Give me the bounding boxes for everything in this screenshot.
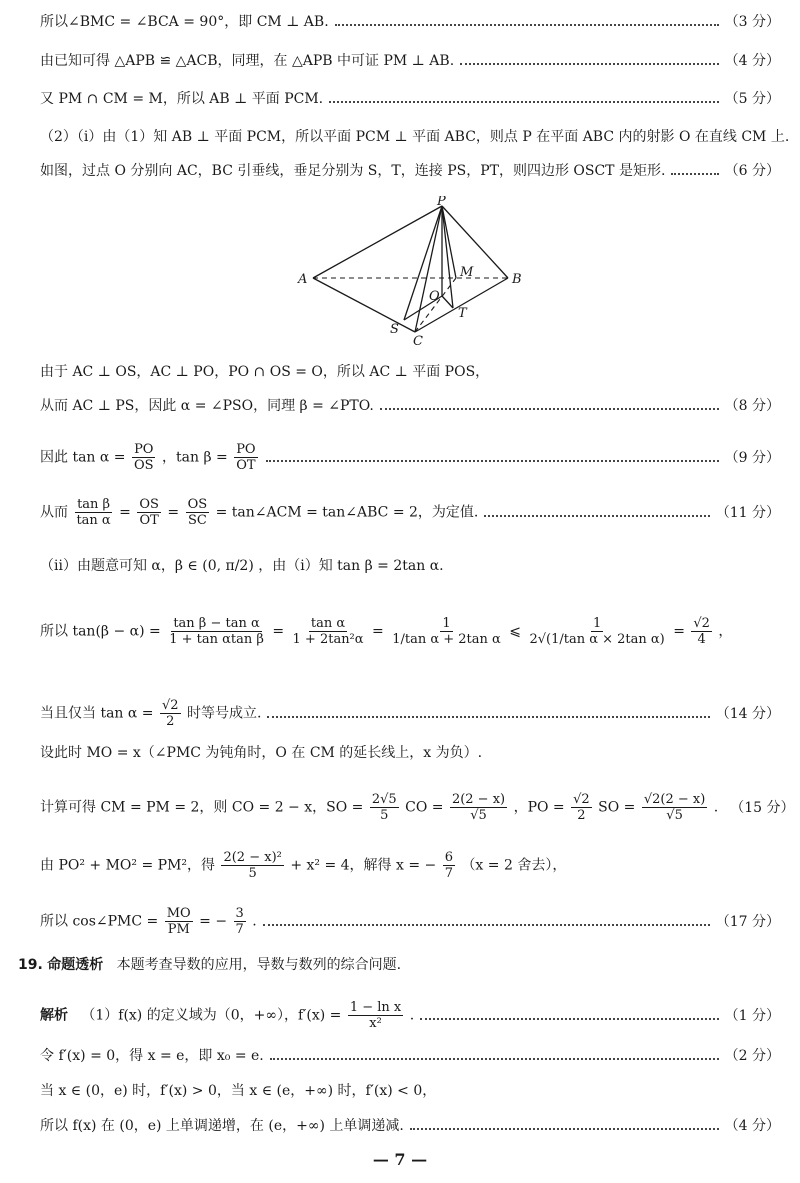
section-label: 解析 [40, 1007, 68, 1024]
label-A: A [298, 272, 308, 287]
fraction: $\frac{PO}{OT}$ [236, 442, 256, 473]
leader-dots [380, 408, 719, 410]
solution-line-18: 解析 （1）f(x) 的定义域为（0，+∞），f′(x) = $\frac{\text{1 − ln x}}{\text{x²}}$ . （1 分） [40, 1000, 780, 1031]
label-T: T [458, 306, 467, 321]
score-label: （2 分） [724, 1048, 780, 1064]
fraction: $\frac{\text{1 − ln x}}{\text{x²}}$ [349, 1000, 402, 1031]
solution-line-10: （ⅱ）由题意可知 α，β ∈ (0, π/2) ，由（ⅰ）知 tan β = 2tan α. [40, 558, 444, 574]
score-label: （14 分） [715, 705, 780, 722]
solution-line-19: 令 f′(x) = 0，得 x = e，即 x₀ = e. （2 分） [40, 1048, 780, 1064]
section-label: 命题透析 [47, 957, 104, 973]
score-label: （11 分） [715, 504, 780, 521]
label-S: S [390, 322, 399, 337]
leader-dots [671, 173, 718, 175]
solution-line-2: 由已知可得 △APB ≌ △ACB，同理，在 △APB 中可证 PM ⊥ AB. （4 分） [40, 53, 780, 69]
score-label: （1 分） [724, 1007, 780, 1024]
fraction: $\frac{\text{tan β}}{\text{tan α}}$ [76, 497, 111, 528]
solution-line-12: 当且仅当 tan α = $\frac{√2}{2}$ 时等号成立. （14 分） [40, 698, 780, 729]
solution-line-15: 由 PO² + MO² = PM²，得 $\frac{\text{2(2 − x)²}}{5}$ + x² = 4，解得 x = − $\frac{6}{7}$ （x = 2 舍去）， [40, 850, 567, 881]
solution-line-7: 从而 AC ⊥ PS，因此 α = ∠PSO，同理 β = ∠PTO. （8 分） [40, 398, 780, 414]
solution-line-5: 如图，过点 O 分别向 AC，BC 引垂线，垂足分别为 S，T，连接 PS，PT，则四边形 OSCT 是矩形. （6 分） [40, 163, 780, 179]
label-B: B [512, 272, 522, 287]
edge-PB [442, 206, 508, 278]
fraction: $\frac{\text{2(2 − x)²}}{5}$ [223, 850, 282, 881]
edge-AC [313, 278, 415, 332]
fraction: $\frac{\text{tan β − tan α}}{\text{1 + tan αtan β}}$ [169, 616, 264, 647]
score-label: （6 分） [724, 163, 780, 179]
score-label: （4 分） [724, 1118, 780, 1134]
solution-line-3: 又 PM ∩ CM = M，所以 AB ⊥ 平面 PCM. （5 分） [40, 91, 780, 107]
fraction: $\frac{2(2 - x)}{√5}$ [451, 792, 506, 823]
fraction: $\frac{√2}{2}$ [573, 792, 590, 823]
problem-number: 19. [18, 957, 43, 973]
fraction: $\frac{1}{\text{1/tan α + 2tan α}}$ [392, 616, 501, 647]
score-label: （17 分） [715, 913, 780, 930]
fraction: $\frac{\text{tan α}}{\text{1 + 2tan²α}}$ [292, 616, 364, 647]
label-P: P [437, 196, 446, 209]
leader-dots [270, 1058, 719, 1060]
fraction: $\frac{2√5}{5}$ [371, 792, 397, 823]
label-O: O [429, 289, 440, 304]
leader-dots [329, 101, 719, 103]
fraction: $\frac{6}{7}$ [444, 850, 453, 881]
page-number: — 7 — [372, 1150, 428, 1169]
leader-dots [484, 515, 709, 517]
solution-line-9: 从而 $\frac{\text{tan β}}{\text{tan α}}$ = $\frac{OS}{OT}$ = $\frac{OS}{SC}$ = tan∠ACM = tan∠ABC = 2，为定值. （11 分） [40, 497, 780, 528]
leader-dots [266, 460, 719, 462]
fraction: $\frac{√2}{2}$ [161, 698, 179, 729]
score-label: （9 分） [724, 449, 780, 466]
interval: (0, π/2) [202, 558, 254, 574]
solution-line-11: 所以 tan(β − α) = $\frac{\text{tan β − tan α}}{\text{1 + tan αtan β}}$ = $\frac{\text{tan α}}{\text{1 + 2tan²α}}$ = $\frac{1}{\text{1/tan α + 2tan α}}$ ⩽ $\frac{1}{\text{2√(1/tan α × 2tan α)}}$ = $\frac{√2}{4}$ ， [40, 616, 733, 647]
label-C: C [413, 334, 423, 346]
fraction: $\frac{√2}{4}$ [693, 616, 710, 647]
score-label: （15 分） [730, 799, 795, 816]
solution-line-8: 因此 tan α = $\frac{PO}{OS}$ ，tan β = $\frac{PO}{OT}$ （9 分） [40, 442, 780, 473]
edge-PC [415, 206, 442, 332]
solution-line-4: （2）（ⅰ）由（1）知 AB ⊥ 平面 PCM，所以平面 PCM ⊥ 平面 ABC，则点 P 在平面 ABC 内的射影 O 在直线 CM 上. [40, 129, 790, 145]
leader-dots [263, 924, 710, 926]
fraction: $\frac{OS}{OT}$ [139, 497, 159, 528]
solution-line-16: 所以 cos∠PMC = $\frac{MO}{PM}$ = − $\frac{3}{7}$ . （17 分） [40, 906, 780, 937]
pyramid-figure [290, 196, 530, 346]
problem-19-header: 19. 命题透析 本题考查导数的应用，导数与数列的综合问题. [18, 957, 402, 973]
fraction: $\frac{MO}{PM}$ [166, 906, 191, 937]
score-label: （5 分） [724, 91, 780, 107]
leader-dots [420, 1018, 718, 1020]
leader-dots [267, 716, 709, 718]
solution-line-21: 所以 f(x) 在 (0，e) 上单调递增，在 (e，+∞) 上单调递减. （4 分） [40, 1118, 780, 1134]
leader-dots [460, 63, 718, 65]
fraction: $\frac{√2(2 - x)}{√5}$ [643, 792, 706, 823]
score-label: （8 分） [724, 398, 780, 414]
fraction: $\frac{PO}{OS}$ [133, 442, 154, 473]
score-label: （3 分） [724, 14, 780, 30]
score-label: （4 分） [724, 53, 780, 69]
solution-line-20: 当 x ∈ (0，e) 时，f′(x) > 0，当 x ∈ (e，+∞) 时，f′(x) < 0， [40, 1083, 437, 1099]
solution-line-14: 计算可得 CM = PM = 2，则 CO = 2 − x，SO = $\frac{2√5}{5}$ CO = $\frac{2(2 - x)}{√5}$ ，PO = $\frac{√2}{2}$ SO = $\frac{√2(2 - x)}{√5}$ . （15 分） [40, 792, 795, 823]
edge-PA [313, 206, 442, 278]
fraction: $\frac{OS}{SC}$ [187, 497, 208, 528]
leader-dots [335, 24, 719, 26]
label-M: M [460, 265, 474, 280]
leader-dots [410, 1128, 719, 1130]
fraction: $\frac{1}{\text{2√(1/tan α × 2tan α)}}$ [529, 616, 665, 647]
solution-line-6: 由于 AC ⊥ OS，AC ⊥ PO，PO ∩ OS = O，所以 AC ⊥ 平面 POS， [40, 364, 490, 380]
fraction: $\frac{3}{7}$ [235, 906, 244, 937]
solution-line-1: 所以∠BMC = ∠BCA = 90°，即 CM ⊥ AB. （3 分） [40, 14, 780, 30]
solution-line-13: 设此时 MO = x（∠PMC 为钝角时，O 在 CM 的延长线上，x 为负）. [40, 745, 483, 761]
